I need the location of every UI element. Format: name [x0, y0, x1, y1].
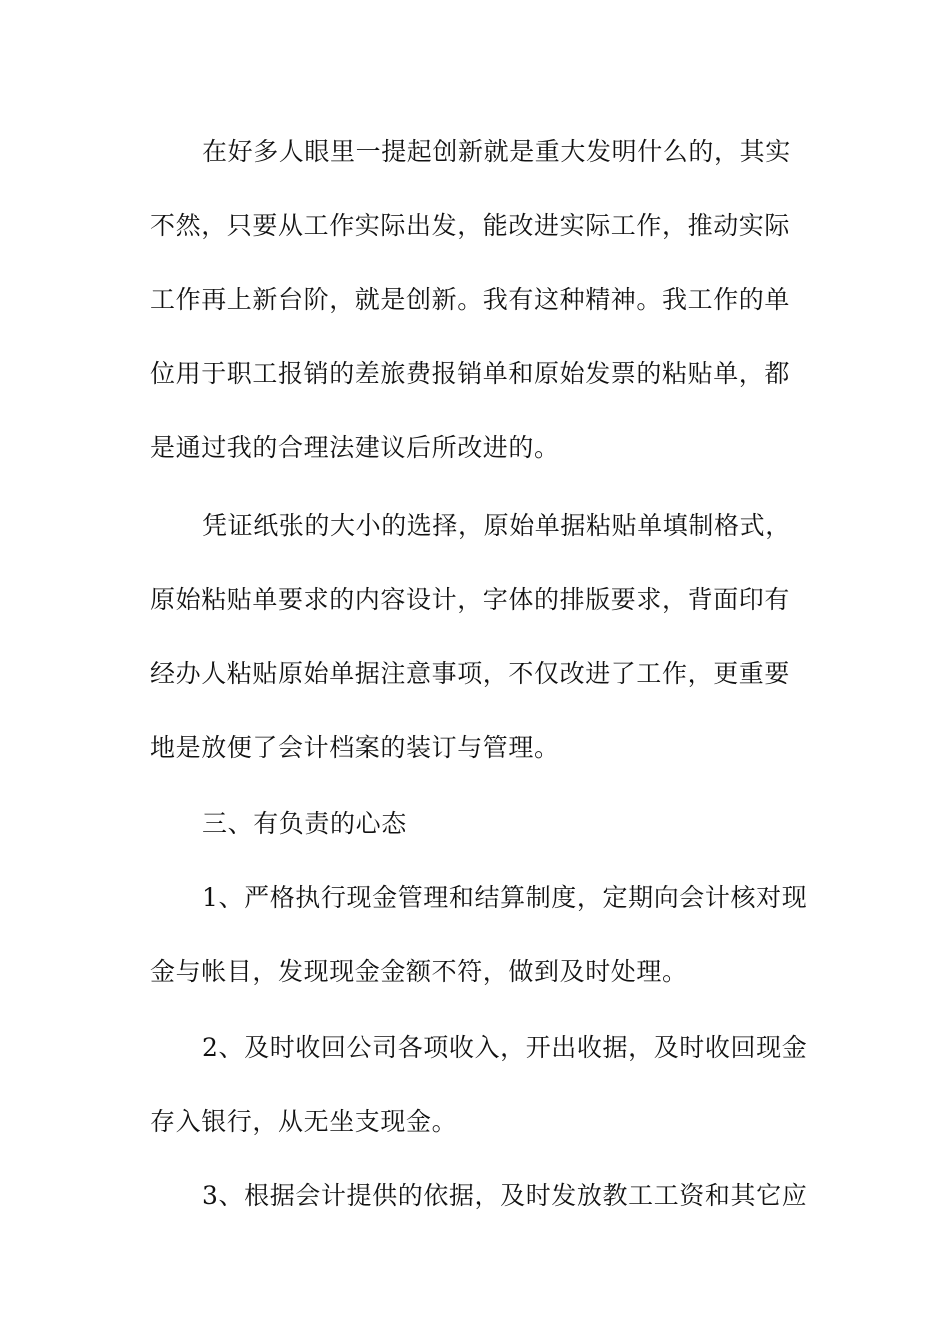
paragraph-innovation-line-5: 是通过我的合理法建议后所改进的。	[150, 433, 560, 462]
list-item-2-line-1: 2、及时收回公司各项收入，开出收据，及时收回现金	[202, 1033, 808, 1062]
list-item-1-line-2: 金与帐目，发现现金金额不符，做到及时处理。	[150, 957, 688, 986]
paragraph-innovation-line-4: 位用于职工报销的差旅费报销单和原始发票的粘贴单，都	[150, 359, 791, 388]
paragraph-innovation-line-1: 在好多人眼里一提起创新就是重大发明什么的，其实	[202, 137, 791, 166]
list-item-2-line-2: 存入银行，从无坐支现金。	[150, 1107, 458, 1136]
section-heading: 三、有负责的心态	[202, 809, 407, 838]
paragraph-voucher-line-1: 凭证纸张的大小的选择，原始单据粘贴单填制格式，	[202, 511, 791, 540]
list-item-1-line-1: 1、严格执行现金管理和结算制度，定期向会计核对现	[202, 883, 808, 912]
paragraph-innovation-line-3: 工作再上新台阶，就是创新。我有这种精神。我工作的单	[150, 285, 791, 314]
paragraph-voucher-line-2: 原始粘贴单要求的内容设计，字体的排版要求，背面印有	[150, 585, 791, 614]
paragraph-voucher-line-3: 经办人粘贴原始单据注意事项，不仅改进了工作，更重要	[150, 659, 791, 688]
list-item-3-line-1: 3、根据会计提供的依据，及时发放教工工资和其它应	[202, 1181, 808, 1210]
paragraph-voucher-line-4: 地是放便了会计档案的装订与管理。	[150, 733, 560, 762]
paragraph-innovation-line-2: 不然，只要从工作实际出发，能改进实际工作，推动实际	[150, 211, 791, 240]
